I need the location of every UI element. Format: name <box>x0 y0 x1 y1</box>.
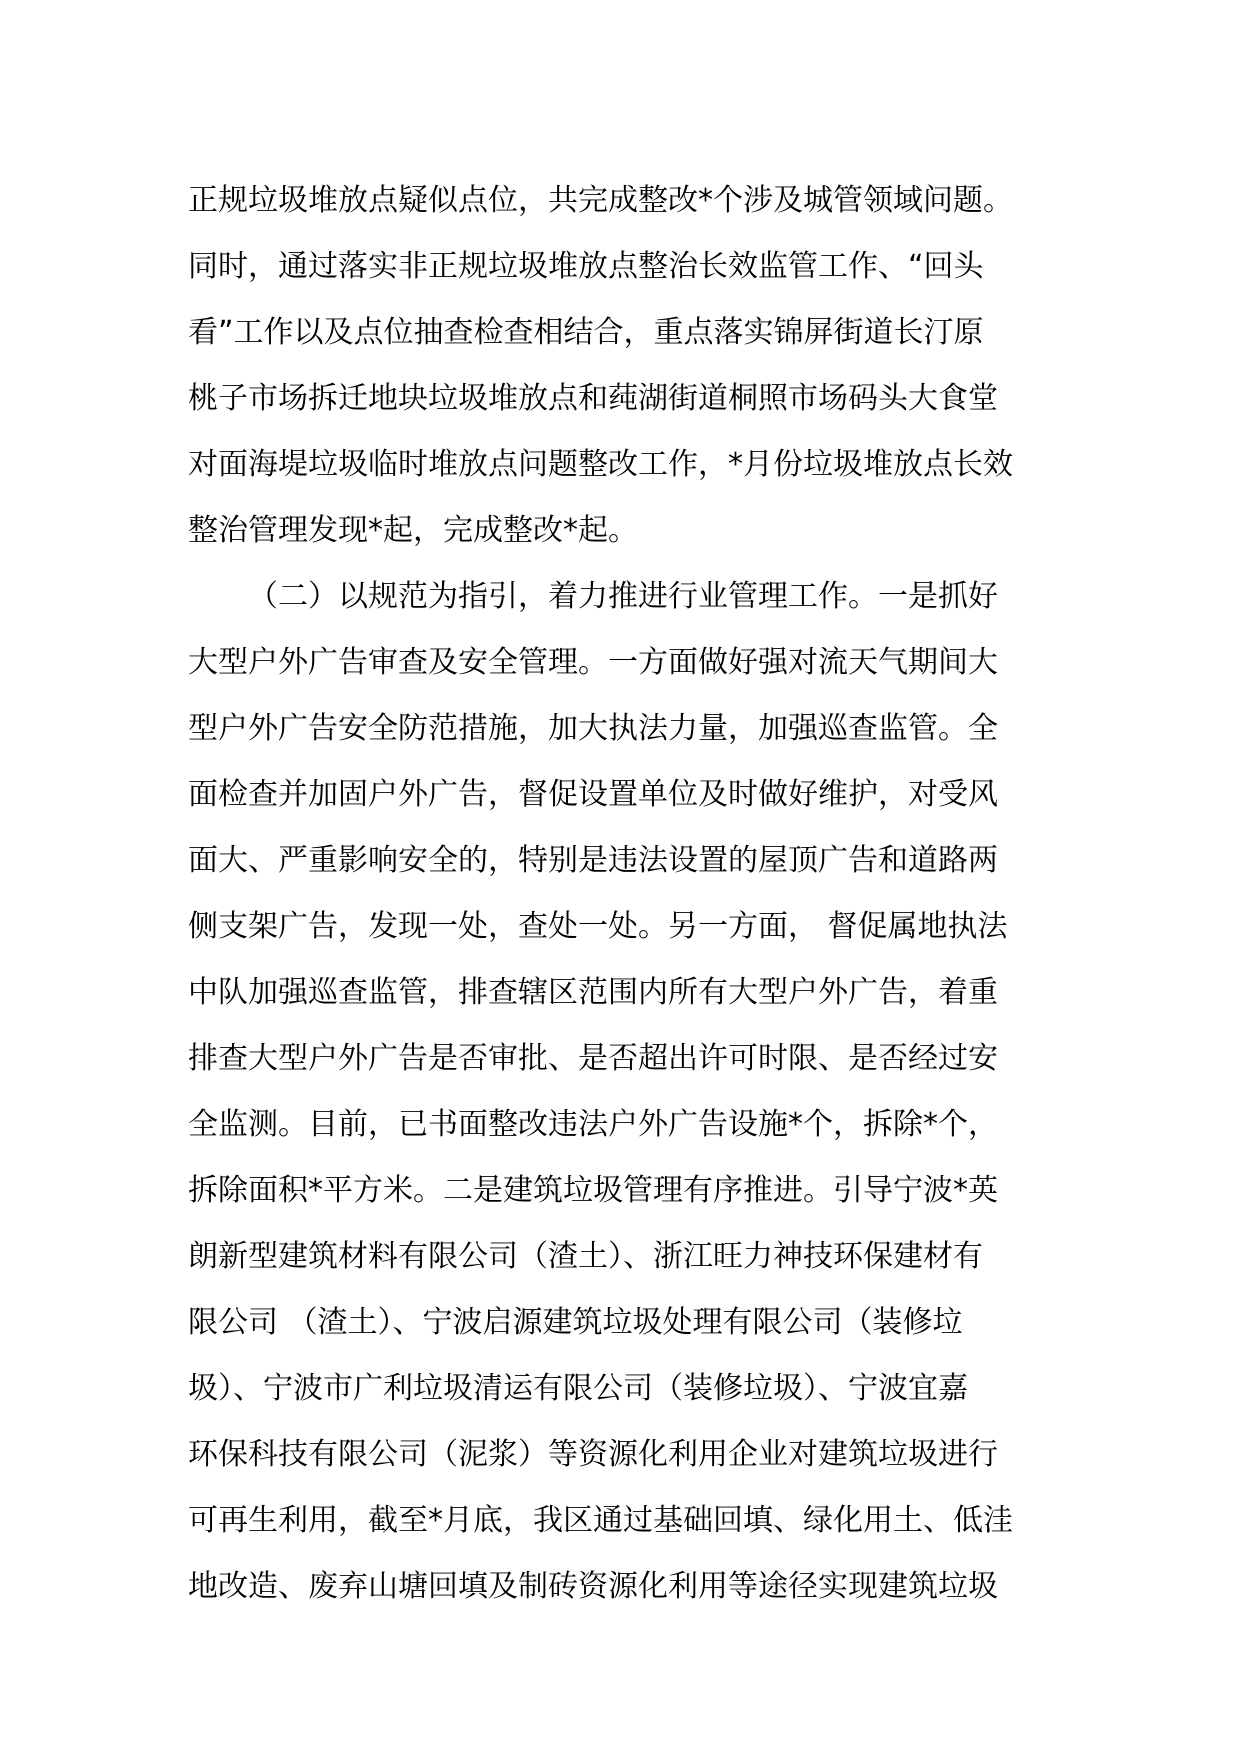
text-line: 中队加强巡查监管，排查辖区范围内所有大型户外广告，着重 <box>188 975 998 1010</box>
text-line: 型户外广告安全防范措施，加大执法力量，加强巡查监管。全 <box>188 711 998 746</box>
text-line: 侧支架广告，发现一处，查处一处。另一方面， 督促属地执法 <box>188 909 1008 944</box>
text-line: 对面海堤垃圾临时堆放点问题整改工作，*月份垃圾堆放点长效 <box>188 447 1013 482</box>
text-line: 拆除面积*平方米。二是建筑垃圾管理有序推进。引导宁波*英 <box>188 1173 998 1208</box>
text-line: 排查大型户外广告是否审批、是否超出许可时限、是否经过安 <box>188 1041 998 1076</box>
body-text <box>188 168 1068 1620</box>
text-line: 桃子市场拆迁地块垃圾堆放点和莼湖街道桐照市场码头大食堂 <box>188 381 998 416</box>
section-heading-line: （二）以规范为指引，着力推进行业管理工作。一是抓好 <box>248 579 998 614</box>
text-line: 大型户外广告审查及安全管理。一方面做好强对流天气期间大 <box>188 645 998 680</box>
text-line: 地改造、废弃山塘回填及制砖资源化利用等途径实现建筑垃圾 <box>188 1569 998 1604</box>
text-line: 正规垃圾堆放点疑似点位，共完成整改*个涉及城管领域问题。 <box>188 183 1013 218</box>
text-line: 面检查并加固户外广告，督促设置单位及时做好维护，对受风 <box>188 777 998 812</box>
text-line: 环保科技有限公司（泥浆）等资源化利用企业对建筑垃圾进行 <box>188 1437 998 1472</box>
text-line: 整治管理发现*起，完成整改*起。 <box>188 513 638 548</box>
text-line: 看”工作以及点位抽查检查相结合，重点落实锦屏街道长汀原 <box>188 315 984 350</box>
text-line: 全监测。目前，已书面整改违法户外广告设施*个，拆除*个， <box>188 1107 998 1142</box>
text-line: 朗新型建筑材料有限公司（渣土）、浙江旺力神技环保建材有 <box>188 1239 983 1274</box>
text-line: 面大、严重影响安全的，特别是违法设置的屋顶广告和道路两 <box>188 843 998 878</box>
text-line: 可再生利用，截至*月底，我区通过基础回填、绿化用土、低洼 <box>188 1503 1013 1538</box>
text-line: 同时，通过落实非正规垃圾堆放点整治长效监管工作、“回头 <box>188 249 984 284</box>
text-line: 限公司 （渣土）、宁波启源建筑垃圾处理有限公司（装修垃 <box>188 1305 963 1340</box>
text-line: 圾）、宁波市广利垃圾清运有限公司（装修垃圾）、宁波宜嘉 <box>188 1371 968 1406</box>
